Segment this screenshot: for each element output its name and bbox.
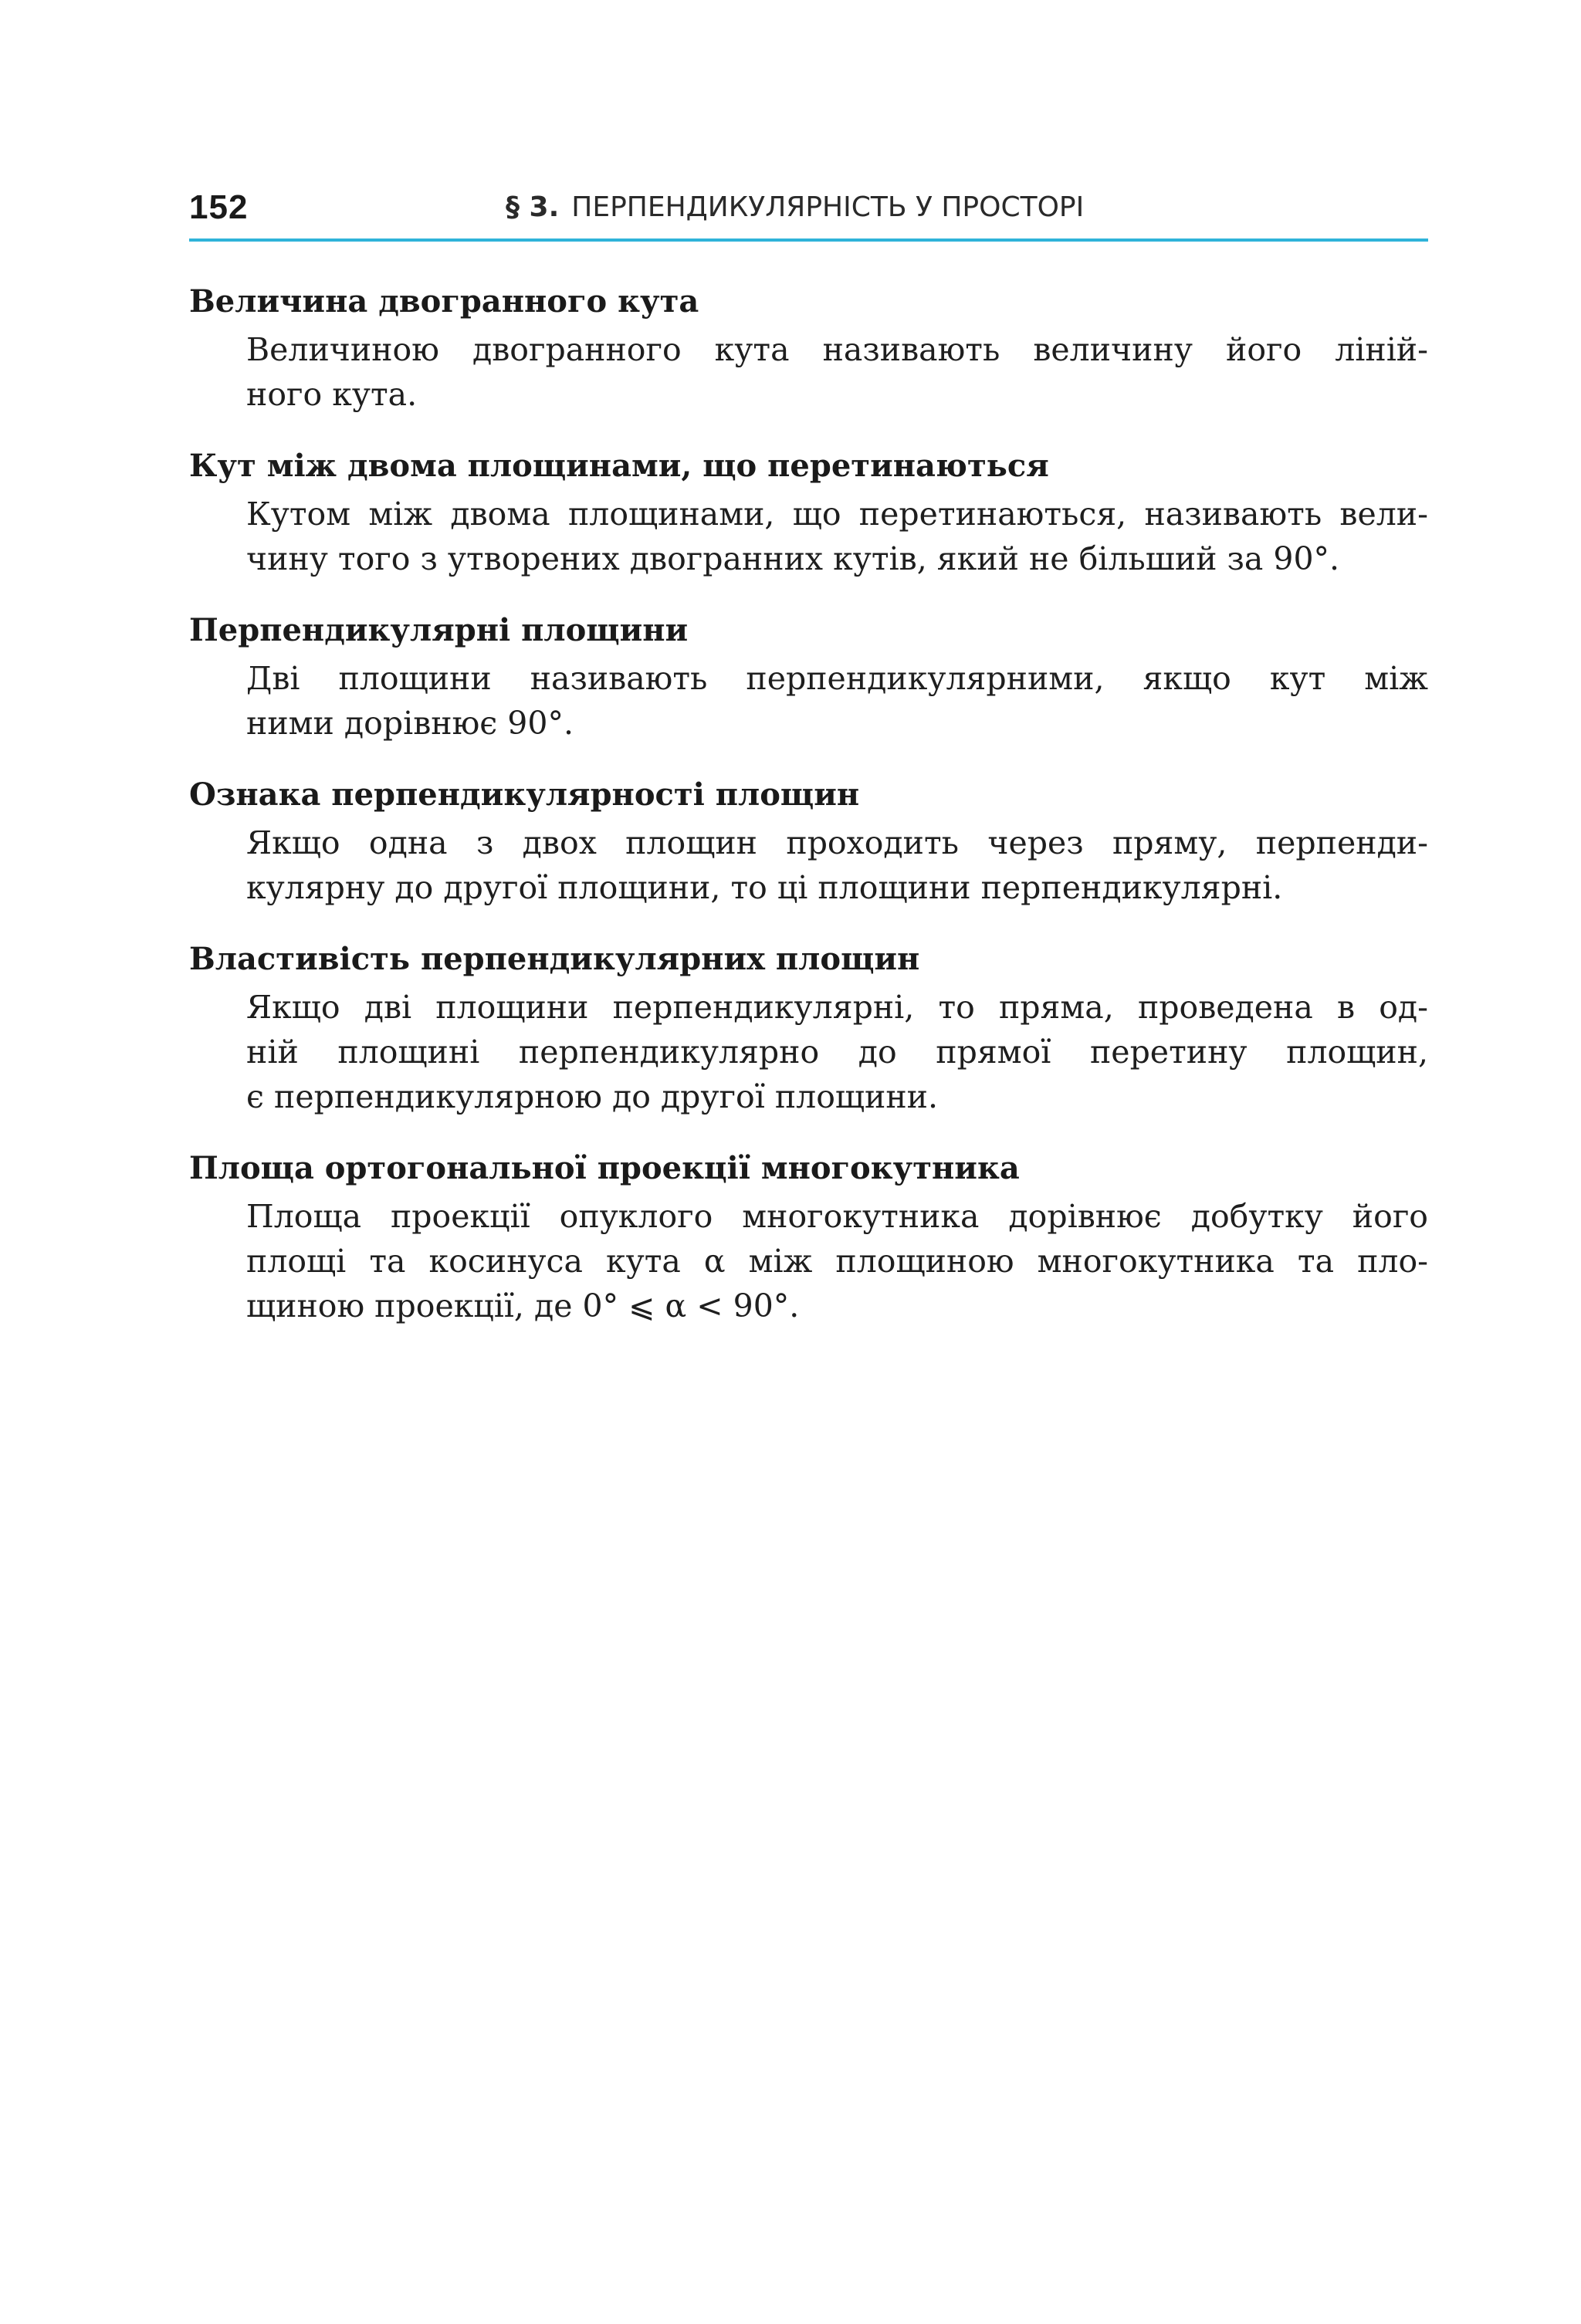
definition-text [246,820,1428,910]
definition-line: Кутом між двома площинами, що перетинаються, називають вели- [246,496,1428,533]
definition-line: Якщо дві площини перпендикулярні, то пряма, проведена в од- [246,989,1428,1026]
section-heading [506,191,1084,223]
section-title: ПЕРПЕНДИКУЛЯРНІСТЬ У ПРОСТОРІ [571,191,1085,223]
page-header [189,179,1428,241]
definition-line: ними дорівнює 90°. [246,705,574,742]
definition-line: є перпендикулярною до другої площини. [246,1078,939,1115]
definition-line: чину того з утворених двогранних кутів, який не більший за 90°. [246,540,1340,577]
definition-line: щиною проекції, де 0° ⩽ α < 90°. [246,1287,800,1324]
definition-text [246,656,1428,746]
term-heading: Кут між двома площинами, що перетинаються [189,448,1049,484]
definition-entry [189,937,1428,1119]
term-heading: Площа ортогональної проекції многокутника [189,1150,1020,1186]
header-rule [189,238,1428,242]
definition-entry [189,608,1428,746]
term-heading: Ознака перпендикулярності площин [189,776,860,813]
definition-text [246,327,1428,417]
term-heading: Властивість перпендикулярних площин [189,941,920,977]
definition-line: Дві площини називають перпендикулярними, якщо кут між [246,660,1428,697]
definition-text [246,1194,1428,1328]
definition-entry [189,1146,1428,1328]
definition-line: Якщо одна з двох площин проходить через пряму, перпенди- [246,824,1428,861]
definitions-list [189,279,1428,1355]
section-number: § 3. [506,191,560,223]
definition-text [246,985,1428,1119]
term-heading: Перпендикулярні площини [189,612,689,648]
definition-entry [189,279,1428,417]
page-number: 152 [189,188,249,226]
definition-line: Площа проекції опуклого многокутника дорівнює добутку його [246,1198,1428,1235]
definition-line: Величиною двогранного кута називають величину його ліній- [246,331,1428,368]
definition-line: ній площині перпендикулярно до прямої перетину площин, [246,1033,1428,1071]
definition-line: площі та косинуса кута α між площиною многокутника та пло- [246,1243,1428,1280]
definition-entry [189,444,1428,581]
definition-line: ного кута. [246,376,418,413]
definition-text [246,492,1428,581]
definition-line: кулярну до другої площини, то ці площини перпендикулярні. [246,869,1283,906]
term-heading: Величина двогранного кута [189,283,699,320]
definition-entry [189,773,1428,910]
